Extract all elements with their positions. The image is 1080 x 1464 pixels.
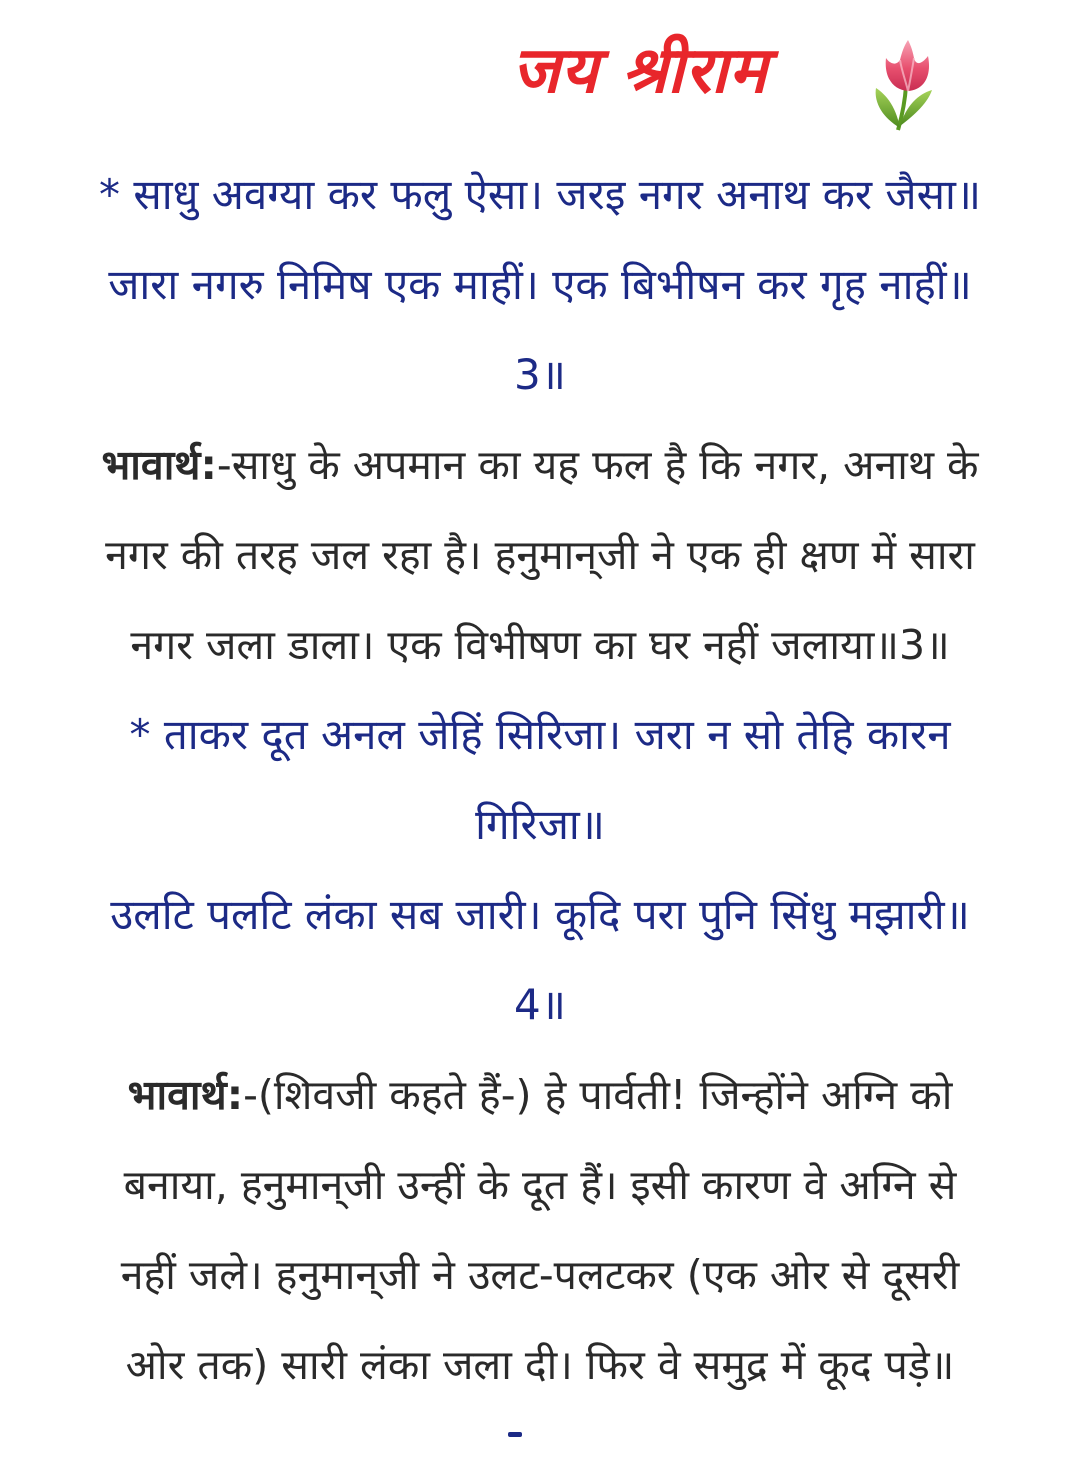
meaning-label: भावार्थ: xyxy=(101,441,217,489)
line-text: उलटि पलटि लंका सब जारी। कूदि परा पुनि सिंधु मझारी॥ xyxy=(110,890,970,939)
tulip-icon xyxy=(870,36,948,132)
verse-line xyxy=(40,870,1040,960)
line-text: नहीं जले। हनुमान्‌जी ने उलट-पलटकर (एक ओर से दूसरी xyxy=(120,1251,960,1299)
verse-number xyxy=(40,960,1040,1050)
line-text: -(शिवजी कहते हैं-) हे पार्वती! जिन्होंने अग्नि को xyxy=(243,1071,953,1119)
line-text: -साधु के अपमान का यह फल है कि नगर, अनाथ के xyxy=(216,441,979,489)
meaning-line xyxy=(40,1230,1040,1320)
line-text: जारा नगरु निमिष एक माहीं। एक बिभीषन कर गृह नाहीं॥ xyxy=(108,260,972,309)
line-text: नगर जला डाला। एक विभीषण का घर नहीं जलाया॥3॥ xyxy=(130,621,950,669)
page-title: जय श्रीराम xyxy=(512,34,768,108)
meaning-line xyxy=(40,1050,1040,1140)
line-text: * साधु अवग्या कर फलु ऐसा। जरइ नगर अनाथ कर जैसा॥ xyxy=(98,170,982,219)
line-text: 3॥ xyxy=(514,350,566,399)
meaning-line xyxy=(40,600,1040,690)
line-text: नगर की तरह जल रहा है। हनुमान्‌जी ने एक ही क्षण में सारा xyxy=(105,531,975,579)
meaning-line xyxy=(40,510,1040,600)
meaning-line xyxy=(40,1140,1040,1230)
line-text: 4॥ xyxy=(514,980,566,1029)
meaning-label: भावार्थ: xyxy=(127,1071,244,1119)
meaning-line xyxy=(40,1320,1040,1410)
verse-line xyxy=(40,690,1040,780)
verse-line xyxy=(40,240,1040,330)
line-text: गिरिजा॥ xyxy=(475,800,605,849)
verse-number xyxy=(40,330,1040,420)
meaning-line xyxy=(40,420,1040,510)
verse-line xyxy=(40,150,1040,240)
cut-off-text-mark xyxy=(508,1432,522,1437)
line-text: * ताकर दूत अनल जेहिं सिरिजा। जरा न सो तेहि कारन xyxy=(129,710,951,759)
verse-line xyxy=(40,780,1040,870)
line-text: ओर तक) सारी लंका जला दी। फिर वे समुद्र में कूद पड़े॥ xyxy=(125,1341,955,1389)
content xyxy=(40,150,1040,1410)
line-text: बनाया, हनुमान्‌जी उन्हीं के दूत हैं। इसी कारण वे अग्नि से xyxy=(123,1161,957,1209)
